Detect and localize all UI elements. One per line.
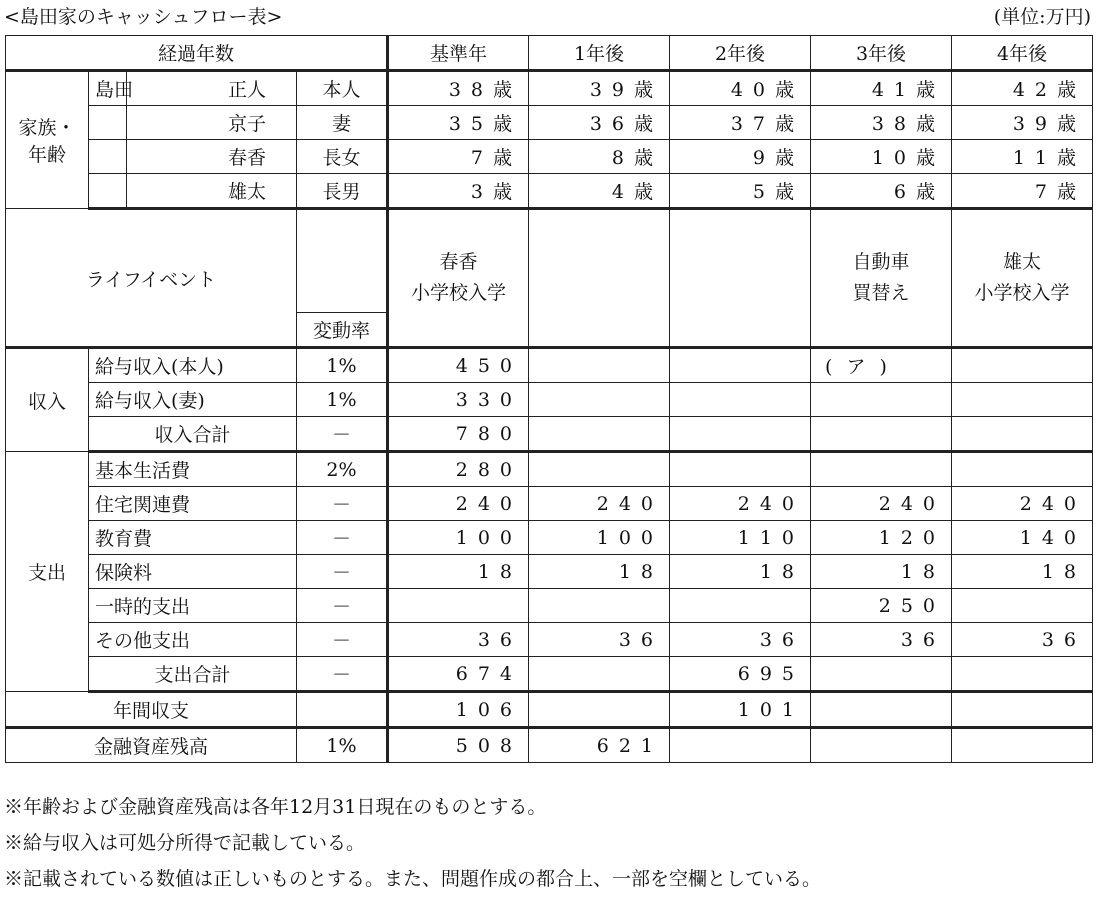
value-cell: 18 (952, 555, 1093, 589)
life-event-label: ライフイベント (6, 209, 297, 348)
value-cell: 36 (670, 623, 811, 657)
family-group-label-2: 年齢 (27, 144, 66, 166)
family-group-label (6, 71, 89, 209)
header-label: 経過年数 (6, 36, 388, 71)
life-event-cell (670, 209, 811, 348)
family-relation: 妻 (297, 106, 388, 140)
family-given-name: 正人 (127, 71, 297, 106)
age-cell: 41歳 (811, 71, 952, 106)
value-cell (952, 657, 1093, 692)
life-event-cell (811, 209, 952, 348)
value-cell: 18 (811, 555, 952, 589)
age-cell: 7歳 (952, 174, 1093, 209)
age-cell: 4歳 (529, 174, 670, 209)
value-cell (388, 589, 529, 623)
value-cell (952, 452, 1093, 487)
annual-balance-label: 年間収支 (6, 692, 297, 728)
life-event-text: 春香 (439, 251, 478, 273)
cashflow-table (5, 35, 1093, 763)
value-cell: 18 (529, 555, 670, 589)
income-row (6, 383, 1093, 417)
family-surname: 島田 (89, 71, 127, 106)
value-cell (670, 452, 811, 487)
value-cell (952, 348, 1093, 383)
rate-cell: － (297, 555, 388, 589)
age-cell: 7歳 (388, 140, 529, 174)
family-given-name: 春香 (127, 140, 297, 174)
value-cell (952, 383, 1093, 417)
family-given-name: 京子 (127, 106, 297, 140)
value-cell (811, 692, 952, 728)
expense-group-label: 支出 (6, 452, 89, 692)
value-cell: 240 (529, 487, 670, 521)
value-cell: 36 (811, 623, 952, 657)
value-cell: 36 (529, 623, 670, 657)
family-surname (89, 174, 127, 209)
family-row (6, 106, 1093, 140)
value-cell (811, 452, 952, 487)
expense-item-label: 保険料 (89, 555, 297, 589)
age-cell: 3歳 (388, 174, 529, 209)
family-row (6, 140, 1093, 174)
value-cell: 100 (388, 521, 529, 555)
income-item-label: 給与収入(妻) (89, 383, 297, 417)
income-item-label: 給与収入(本人) (89, 348, 297, 383)
value-cell: 240 (952, 487, 1093, 521)
year-header: 1年後 (529, 36, 670, 71)
income-total-label: 収入合計 (89, 417, 297, 452)
rate-cell: － (297, 657, 388, 692)
expense-item-label: その他支出 (89, 623, 297, 657)
rate-cell (297, 692, 388, 728)
year-header: 3年後 (811, 36, 952, 71)
expense-item-label: 一時的支出 (89, 589, 297, 623)
age-cell: 39歳 (952, 106, 1093, 140)
value-cell (529, 383, 670, 417)
notes (4, 789, 821, 897)
family-relation: 本人 (297, 71, 388, 106)
expense-row (6, 623, 1093, 657)
age-cell: 39歳 (529, 71, 670, 106)
value-cell (952, 589, 1093, 623)
expense-total-row (6, 657, 1093, 692)
value-cell: 106 (388, 692, 529, 728)
value-cell: 240 (811, 487, 952, 521)
rate-cell: － (297, 589, 388, 623)
life-event-row (6, 209, 1093, 313)
value-cell: 250 (811, 589, 952, 623)
value-cell: 240 (388, 487, 529, 521)
value-cell (670, 417, 811, 452)
note-text: ※給与収入は可処分所得で記載している。 (4, 832, 366, 854)
value-cell: 450 (388, 348, 529, 383)
value-cell (670, 589, 811, 623)
value-cell (811, 657, 952, 692)
age-cell: 38歳 (811, 106, 952, 140)
rate-cell: － (297, 487, 388, 521)
value-cell (529, 452, 670, 487)
income-total-row (6, 417, 1093, 452)
note-text: ※年齢および金融資産残高は各年12月31日現在のものとする。 (4, 796, 547, 818)
value-cell: 621 (529, 728, 670, 763)
blank-answer-a: ( ア ) (811, 348, 952, 383)
value-cell: 18 (670, 555, 811, 589)
age-cell: 8歳 (529, 140, 670, 174)
life-event-cell (388, 209, 529, 348)
value-cell (529, 657, 670, 692)
age-cell: 5歳 (670, 174, 811, 209)
family-surname (89, 140, 127, 174)
rate-spacer (297, 209, 388, 313)
annual-balance-row (6, 692, 1093, 728)
life-event-text: 雄太 (1003, 251, 1042, 273)
value-cell: 674 (388, 657, 529, 692)
value-cell (952, 728, 1093, 763)
age-cell: 35歳 (388, 106, 529, 140)
note-text: ※記載されている数値は正しいものとする。また、問題作成の都合上、一部を空欄としている。 (4, 868, 822, 890)
age-cell: 36歳 (529, 106, 670, 140)
rate-cell: 2% (297, 452, 388, 487)
value-cell: 240 (670, 487, 811, 521)
table-title: <島田家のキャッシュフロー表> (4, 6, 283, 28)
value-cell: 140 (952, 521, 1093, 555)
family-given-name: 雄太 (127, 174, 297, 209)
value-cell (811, 728, 952, 763)
age-cell: 11歳 (952, 140, 1093, 174)
financial-assets-label: 金融資産残高 (6, 728, 297, 763)
age-cell: 38歳 (388, 71, 529, 106)
value-cell (952, 417, 1093, 452)
unit-label: (単位:万円) (993, 6, 1091, 28)
expense-row (6, 521, 1093, 555)
value-cell (952, 692, 1093, 728)
year-header: 4年後 (952, 36, 1093, 71)
value-cell (529, 692, 670, 728)
value-cell: 18 (388, 555, 529, 589)
header-row (6, 36, 1093, 71)
life-event-text: 自動車 (852, 251, 910, 273)
value-cell (670, 728, 811, 763)
value-cell: 330 (388, 383, 529, 417)
financial-assets-row (6, 728, 1093, 763)
value-cell (529, 589, 670, 623)
age-cell: 10歳 (811, 140, 952, 174)
rate-cell: 1% (297, 348, 388, 383)
family-row (6, 71, 1093, 106)
rate-header: 変動率 (297, 313, 388, 348)
expense-item-label: 教育費 (89, 521, 297, 555)
rate-cell: － (297, 417, 388, 452)
value-cell: 280 (388, 452, 529, 487)
family-group-label-1: 家族・ (18, 117, 76, 139)
life-event-text: 小学校入学 (411, 282, 507, 304)
rate-cell: 1% (297, 728, 388, 763)
value-cell (811, 417, 952, 452)
family-surname (89, 106, 127, 140)
rate-cell: － (297, 623, 388, 657)
expense-item-label: 住宅関連費 (89, 487, 297, 521)
value-cell (670, 383, 811, 417)
value-cell: 36 (388, 623, 529, 657)
value-cell (529, 348, 670, 383)
year-header: 2年後 (670, 36, 811, 71)
expense-row (6, 589, 1093, 623)
family-relation: 長男 (297, 174, 388, 209)
life-event-cell (529, 209, 670, 348)
expense-row (6, 452, 1093, 487)
rate-cell: － (297, 521, 388, 555)
life-event-text: 買替え (852, 282, 910, 304)
expense-total-label: 支出合計 (89, 657, 297, 692)
income-group-label: 収入 (6, 348, 89, 452)
value-cell: 101 (670, 692, 811, 728)
value-cell: 36 (952, 623, 1093, 657)
family-relation: 長女 (297, 140, 388, 174)
life-event-cell (952, 209, 1093, 348)
value-cell: 780 (388, 417, 529, 452)
year-header: 基準年 (388, 36, 529, 71)
rate-cell: 1% (297, 383, 388, 417)
age-cell: 6歳 (811, 174, 952, 209)
expense-row (6, 487, 1093, 521)
income-row (6, 348, 1093, 383)
expense-item-label: 基本生活費 (89, 452, 297, 487)
expense-row (6, 555, 1093, 589)
age-cell: 42歳 (952, 71, 1093, 106)
value-cell (670, 348, 811, 383)
value-cell (529, 417, 670, 452)
age-cell: 40歳 (670, 71, 811, 106)
value-cell: 508 (388, 728, 529, 763)
family-row (6, 174, 1093, 209)
value-cell: 120 (811, 521, 952, 555)
value-cell: 695 (670, 657, 811, 692)
value-cell (811, 383, 952, 417)
value-cell: 100 (529, 521, 670, 555)
age-cell: 9歳 (670, 140, 811, 174)
age-cell: 37歳 (670, 106, 811, 140)
value-cell: 110 (670, 521, 811, 555)
life-event-text: 小学校入学 (974, 282, 1070, 304)
